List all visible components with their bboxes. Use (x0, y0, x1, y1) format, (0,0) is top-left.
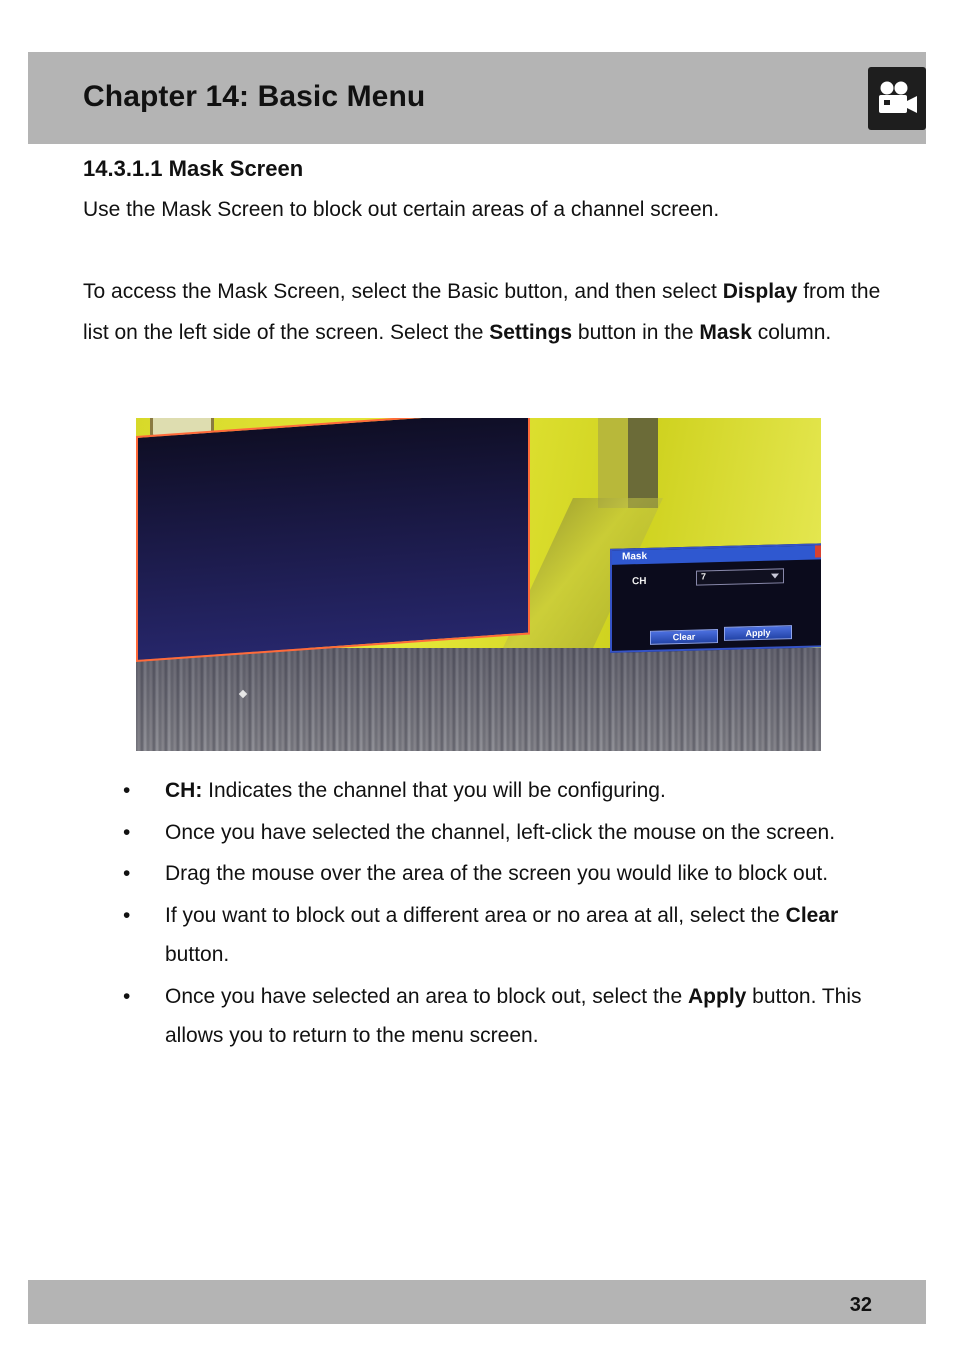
instruction-list (118, 771, 888, 1058)
list-item (118, 896, 888, 975)
chevron-down-icon (771, 573, 779, 578)
access-paragraph (83, 272, 883, 353)
bullet-dot: • (123, 779, 131, 802)
floor-carpet (136, 648, 821, 751)
list-item-text: button. (165, 943, 230, 966)
section-heading: 14.3.1.1 Mask Screen (83, 156, 304, 181)
clear-button[interactable]: Clear (650, 629, 718, 645)
camera-icon (868, 67, 926, 130)
chapter-title: Chapter 14: Basic Menu (83, 80, 426, 113)
list-item-text: Indicates the channel that you will be configuring. (202, 779, 666, 802)
list-item-text: button. This allows you to return to the menu screen. (165, 984, 862, 1047)
list-item (118, 854, 888, 894)
list-item-text: Once you have selected an area to block out, select the (165, 984, 688, 1008)
list-item-text: If you want to block out a different area or no area at all, select the (165, 903, 786, 927)
list-item-text: Drag the mouse over the area of the screen you would like to block out. (165, 862, 829, 885)
bullet-dot: • (123, 903, 131, 927)
access-text-3: button in the (572, 320, 700, 344)
access-text-4: column. (751, 320, 832, 344)
mask-screen-photo (136, 418, 821, 751)
header-bar (28, 52, 926, 144)
intro-paragraph: Use the Mask Screen to block out certain areas of a channel screen. (83, 198, 720, 221)
camera-icon-graphic (872, 73, 922, 123)
mask-keyword: Mask (699, 320, 752, 344)
clear-keyword: Clear (785, 903, 839, 927)
bullet-dot: • (123, 862, 131, 885)
ch-select[interactable] (696, 568, 784, 585)
masked-area (136, 418, 530, 662)
bullet-dot: • (123, 984, 131, 1008)
access-text-1: To access the Mask Screen, select the Basic button, and then select (83, 280, 723, 303)
apply-button[interactable]: Apply (724, 625, 792, 641)
apply-keyword: Apply (688, 984, 747, 1008)
mask-dialog-titlebar (612, 545, 821, 565)
bullet-dot: • (123, 820, 131, 844)
mask-dialog (610, 543, 821, 653)
page-number: 32 (849, 1294, 872, 1316)
display-keyword: Display (722, 280, 798, 303)
ch-keyword: CH: (165, 779, 203, 802)
list-item (118, 771, 888, 811)
ch-label: CH (632, 575, 647, 588)
mask-dialog-title: Mask (622, 550, 648, 563)
ch-select-value: 7 (701, 571, 707, 582)
list-item (118, 813, 888, 853)
list-item-text: Once you have selected the channel, left-click the mouse on the screen. (165, 820, 836, 844)
door-frame (598, 418, 628, 508)
close-icon[interactable] (815, 545, 821, 557)
footer-bar (28, 1280, 926, 1324)
list-item (118, 977, 888, 1056)
access-text-2: from the list on the left side of the screen. Select the (83, 280, 881, 344)
settings-keyword: Settings (489, 320, 573, 344)
